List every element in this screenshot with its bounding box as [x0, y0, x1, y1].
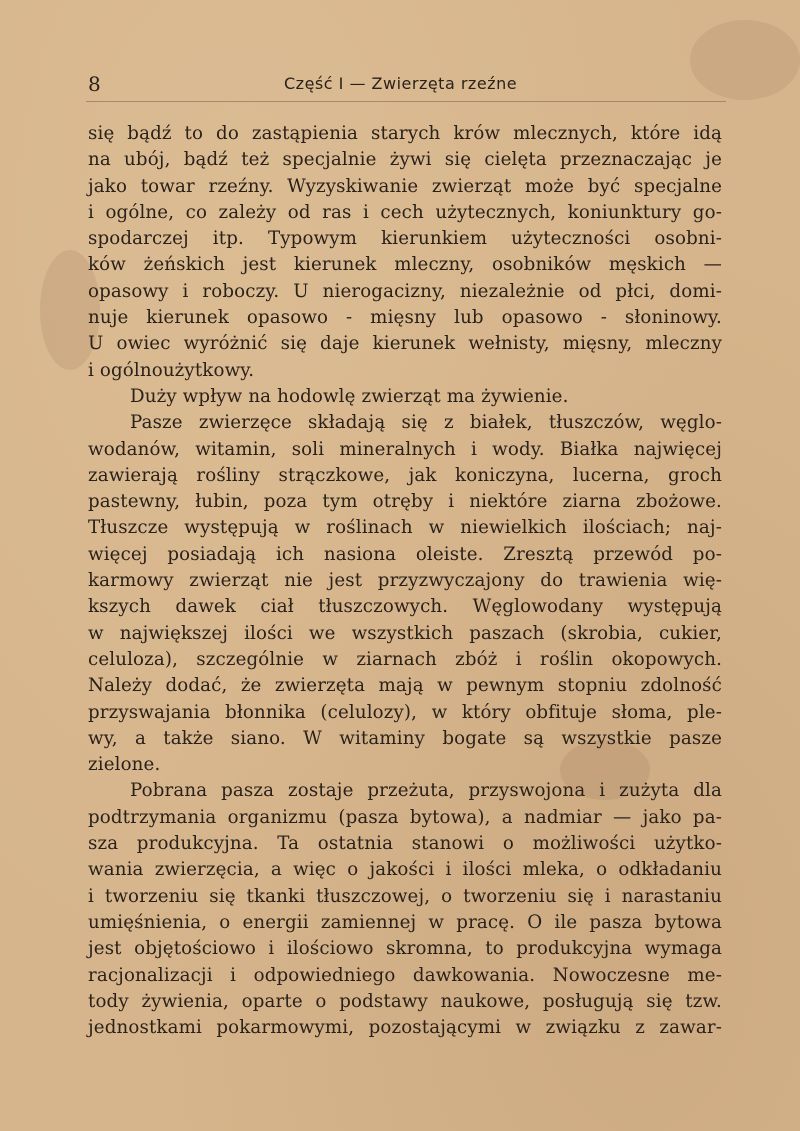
- text-line: Tłuszcze występują w roślinach w niewielkich ilościach; naj-: [88, 517, 722, 539]
- text-line: sza produkcyjna. Ta ostatnia stanowi o możliwości użytko-: [88, 833, 722, 855]
- text-line: ków żeńskich jest kierunek mleczny, osobników męskich —: [88, 254, 722, 276]
- text-line: pastewny, łubin, poza tym otręby i niektóre ziarna zbożowe.: [88, 491, 722, 513]
- text-line: jednostkami pokarmowymi, pozostającymi w związku z zawar-: [88, 1017, 722, 1039]
- text-line: tody żywienia, oparte o podstawy naukowe, posługują się tzw.: [88, 990, 722, 1012]
- text-line: Duży wpływ na hodowlę zwierząt ma żywienie.: [130, 385, 569, 407]
- text-line: podtrzymania organizmu (pasza bytowa), a nadmiar — jako pa-: [88, 806, 722, 828]
- text-line: U owiec wyróżnić się daje kierunek wełnisty, mięsny, mleczny: [88, 333, 722, 355]
- body-text: [88, 121, 722, 1041]
- page-number: 8: [88, 72, 102, 96]
- text-line: Pasze zwierzęce składają się z białek, tłuszczów, węglo-: [130, 412, 722, 434]
- text-line: przyswajania błonnika (celulozy), w który obfituje słoma, ple-: [88, 701, 722, 723]
- text-line: zawierają rośliny strączkowe, jak koniczyna, lucerna, groch: [88, 464, 722, 486]
- text-line: umięśnienia, o energii zamiennej w pracę. O ile pasza bytowa: [88, 911, 722, 933]
- text-line: i tworzeniu się tkanki tłuszczowej, o tworzeniu się i narastaniu: [88, 885, 722, 907]
- text-line: spodarczej itp. Typowym kierunkiem użyteczności osobni-: [88, 228, 722, 250]
- text-line: opasowy i roboczy. U nierogacizny, niezależnie od płci, domi-: [88, 280, 722, 302]
- text-line: wania zwierzęcia, a więc o jakości i ilości mleka, o odkładaniu: [88, 859, 722, 881]
- text-line: wy, a także siano. W witaminy bogate są wszystkie pasze: [88, 727, 722, 749]
- text-line: się bądź to do zastąpienia starych krów mlecznych, które idą: [88, 123, 722, 144]
- text-line: Należy dodać, że zwierzęta mają w pewnym stopniu zdolność: [88, 675, 722, 697]
- text-line: jest objętościowo i ilościowo skromna, to produkcyjna wymaga: [88, 938, 722, 960]
- text-line: i ogólnoużytkowy.: [88, 359, 255, 381]
- text-line: racjonalizacji i odpowiedniego dawkowania. Nowoczesne me-: [88, 964, 722, 986]
- header-rule: [86, 101, 726, 102]
- text-line: karmowy zwierząt nie jest przyzwyczajony do trawienia wię-: [88, 570, 722, 592]
- text-line: więcej posiadają ich nasiona oleiste. Zresztą przewód po-: [88, 543, 722, 565]
- page-header: [88, 68, 728, 100]
- text-line: zielone.: [88, 754, 161, 776]
- text-line: kszych dawek ciał tłuszczowych. Węglowodany występują: [88, 596, 722, 618]
- text-line: celuloza), szczególnie w ziarnach zbóż i roślin okopowych.: [88, 648, 722, 670]
- text-line: jako towar rzeźny. Wyzyskiwanie zwierząt może być specjalne: [88, 175, 722, 197]
- running-title: Część I — Zwierzęta rzeźne: [284, 74, 518, 93]
- text-line: Pobrana pasza zostaje przeżuta, przyswojona i zużyta dla: [130, 780, 722, 802]
- text-line: w największej ilości we wszystkich paszach (skrobia, cukier,: [88, 622, 722, 644]
- text-line: na ubój, bądź też specjalnie żywi się cielęta przeznaczając je: [88, 149, 722, 171]
- text-line: wodanów, witamin, soli mineralnych i wody. Białka najwięcej: [88, 438, 722, 460]
- text-line: i ogólne, co zależy od ras i cech użytecznych, koniunktury go-: [88, 201, 722, 223]
- text-line: nuje kierunek opasowo - mięsny lub opasowo - słoninowy.: [88, 307, 722, 329]
